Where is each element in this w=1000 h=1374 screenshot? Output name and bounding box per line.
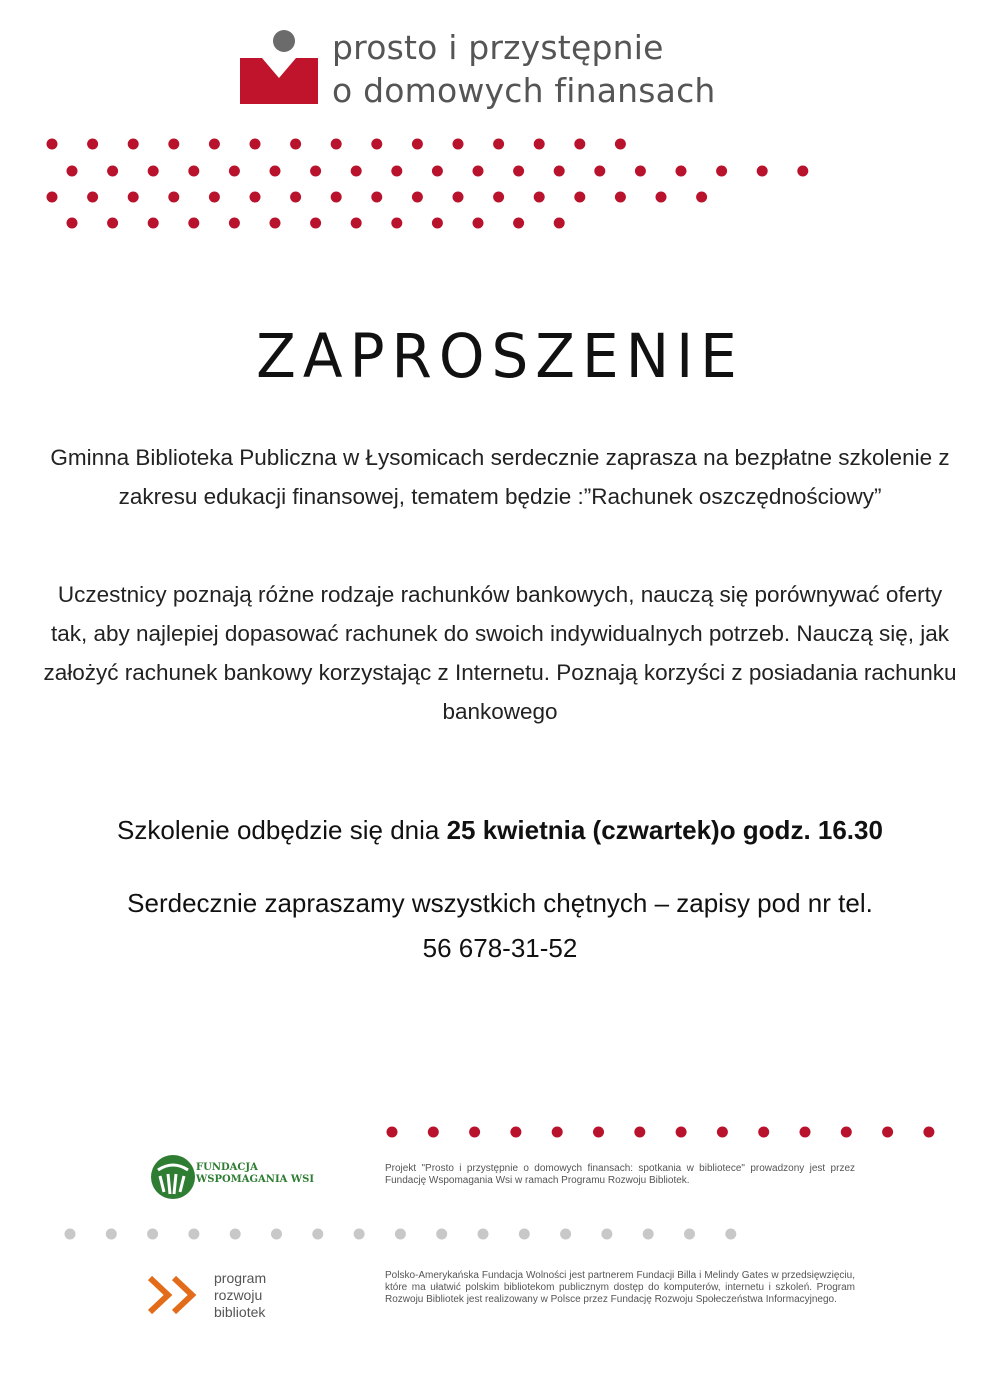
decorative-dot (331, 139, 342, 150)
details-paragraph: Uczestnicy poznają różne rodzaje rachunków bankowych, nauczą się porównywać oferty tak, aby najlepiej dopasować rachunek do swoich indywidualnych potrzeb. Nauczą się, jak założyć rachunek bankowy korzystając z Internetu. Poznają korzyści z posiadania rachunku bankowego (43, 582, 957, 724)
decorative-dot (428, 1127, 439, 1138)
decorative-dot (601, 1229, 612, 1240)
decorative-dot (312, 1229, 323, 1240)
decorative-dot (391, 218, 402, 229)
fws-name-line-1: FUNDACJA (196, 1162, 258, 1173)
logo-tagline-line-2: o domowych finansach (332, 71, 716, 110)
decorative-dot (371, 192, 382, 203)
decorative-dot (331, 192, 342, 203)
decorative-dot (554, 166, 565, 177)
decorative-dot-row-red (0, 1120, 1000, 1144)
decorative-dot (412, 139, 423, 150)
decorative-dot (106, 1229, 117, 1240)
decorative-dot (188, 1229, 199, 1240)
decorative-dot-row-gray (0, 1222, 1000, 1246)
decorative-dot (351, 218, 362, 229)
decorative-dot (552, 1127, 563, 1138)
decorative-dot (513, 166, 524, 177)
decorative-dot (87, 192, 98, 203)
fws-name-line-2: WSPOMAGANIA WSI (196, 1174, 314, 1185)
decorative-dot (310, 218, 321, 229)
decorative-dot (453, 192, 464, 203)
decorative-dot (478, 1229, 489, 1240)
decorative-dot (391, 166, 402, 177)
decorative-dot (47, 192, 58, 203)
decorative-dot (188, 166, 199, 177)
decorative-dot (797, 166, 808, 177)
decorative-dot (493, 192, 504, 203)
decorative-dot (87, 139, 98, 150)
decorative-dot (716, 166, 727, 177)
decorative-dot (473, 166, 484, 177)
decorative-dot (510, 1127, 521, 1138)
signup-info (40, 881, 960, 971)
decorative-dot (757, 166, 768, 177)
decorative-dot (128, 192, 139, 203)
decorative-dot (395, 1229, 406, 1240)
decorative-dot (534, 192, 545, 203)
decorative-dot (593, 1127, 604, 1138)
decorative-dot (656, 192, 667, 203)
program-rozwoju-bibliotek-name (214, 1270, 266, 1321)
decorative-dot (128, 139, 139, 150)
decorative-dot (574, 192, 585, 203)
decorative-dot (554, 218, 565, 229)
intro-paragraph: Gminna Biblioteka Publiczna w Łysomicach serdecznie zaprasza na bezpłatne szkolenie z zakresu edukacji finansowej, tematem będzie :”Rachunek oszczędnościowy” (50, 445, 950, 509)
decorative-dot (725, 1229, 736, 1240)
decorative-dot (310, 166, 321, 177)
signup-text: Serdecznie zapraszamy wszystkich chętnych – zapisy pod nr tel. (127, 888, 873, 918)
decorative-dot (635, 166, 646, 177)
decorative-dot (453, 139, 464, 150)
decorative-dot (354, 1229, 365, 1240)
decorative-dot (432, 218, 443, 229)
prb-line-3: bibliotek (214, 1304, 266, 1320)
decorative-dot (534, 139, 545, 150)
project-footnote: Projekt "Prosto i przystępnie o domowych finansach: spotkania w bibliotece" prowadzony jest przez Fundację Wspomagania Wsi w ramach Programu Rozwoju Bibliotek. (385, 1163, 855, 1186)
prb-line-1: program (214, 1270, 267, 1286)
decorative-dot (574, 139, 585, 150)
decorative-dot (148, 218, 159, 229)
decorative-dot (634, 1127, 645, 1138)
decorative-dot (229, 218, 240, 229)
page-title: ZAPROSZENIE (256, 320, 744, 392)
decorative-dot (560, 1229, 571, 1240)
decorative-dot (168, 192, 179, 203)
decorative-dot-pattern-top (0, 130, 1000, 235)
decorative-dot (209, 139, 220, 150)
decorative-dot (387, 1127, 398, 1138)
decorative-dot (615, 139, 626, 150)
decorative-dot (615, 192, 626, 203)
decorative-dot (107, 166, 118, 177)
decorative-dot (351, 166, 362, 177)
brand-logo-icon (238, 28, 320, 106)
decorative-dot (436, 1229, 447, 1240)
event-date-prefix: Szkolenie odbędzie się dnia (117, 815, 447, 845)
decorative-dot (676, 1127, 687, 1138)
decorative-dot (432, 166, 443, 177)
decorative-dot (148, 166, 159, 177)
decorative-dot (47, 139, 58, 150)
decorative-dot (250, 139, 261, 150)
decorative-dot (412, 192, 423, 203)
decorative-dot (65, 1229, 76, 1240)
fundacja-wspomagania-wsi-logo-icon (148, 1152, 198, 1202)
decorative-dot (758, 1127, 769, 1138)
prb-line-2: rozwoju (214, 1287, 263, 1303)
decorative-dot (290, 192, 301, 203)
decorative-dot (107, 218, 118, 229)
decorative-dot (168, 139, 179, 150)
decorative-dot (643, 1229, 654, 1240)
decorative-dot (371, 139, 382, 150)
decorative-dot (270, 218, 281, 229)
decorative-dot (290, 139, 301, 150)
decorative-dot (594, 166, 605, 177)
decorative-dot (270, 166, 281, 177)
decorative-dot (469, 1127, 480, 1138)
decorative-dot (188, 218, 199, 229)
decorative-dot (882, 1127, 893, 1138)
decorative-dot (800, 1127, 811, 1138)
decorative-dot (473, 218, 484, 229)
decorative-dot (230, 1229, 241, 1240)
decorative-dot (67, 166, 78, 177)
decorative-dot (684, 1229, 695, 1240)
decorative-dot (147, 1229, 158, 1240)
event-date-line (0, 815, 1000, 846)
decorative-dot (676, 166, 687, 177)
decorative-dot (717, 1127, 728, 1138)
decorative-dot (67, 218, 78, 229)
decorative-dot (513, 218, 524, 229)
decorative-dot (229, 166, 240, 177)
program-rozwoju-bibliotek-chevrons-icon (146, 1274, 204, 1316)
decorative-dot (493, 139, 504, 150)
decorative-dot (271, 1229, 282, 1240)
decorative-dot (841, 1127, 852, 1138)
decorative-dot (696, 192, 707, 203)
fundacja-wspomagania-wsi-name (196, 1162, 314, 1186)
signup-phone: 56 678-31-52 (422, 933, 578, 963)
decorative-dot (519, 1229, 530, 1240)
event-date-bold: 25 kwietnia (czwartek)o godz. 16.30 (446, 815, 883, 845)
decorative-dot (923, 1127, 934, 1138)
decorative-dot (250, 192, 261, 203)
logo-tagline-line-1: prosto i przystępnie (332, 28, 664, 67)
decorative-dot (209, 192, 220, 203)
partner-footnote: Polsko-Amerykańska Fundacja Wolności jest partnerem Fundacji Billa i Melindy Gates w przedsięwzięciu, które ma ułatwić polskim bibliotekom publicznym dostęp do komputerów, internetu i szkoleń. Program Rozwoju Bibliotek jest realizowany w Polsce przez Fundację Rozwoju Społeczeństwa Informacyjnego. (385, 1270, 855, 1305)
